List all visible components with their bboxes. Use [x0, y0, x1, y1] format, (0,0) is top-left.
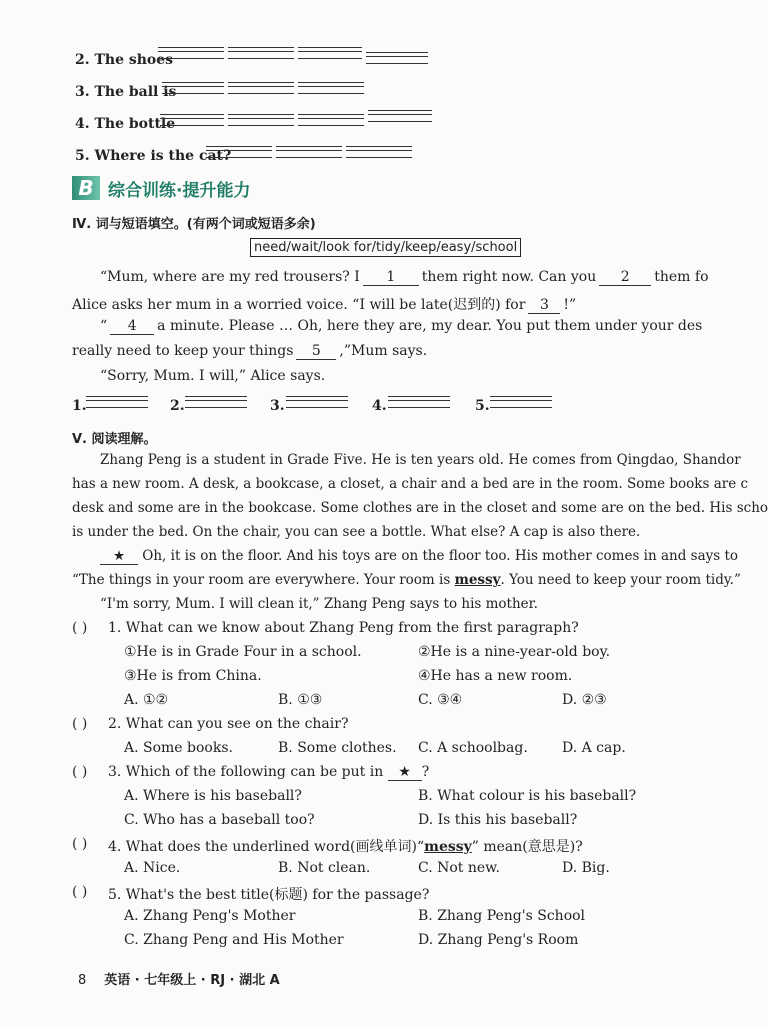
part-5-heading: Ⅴ. 阅读理解。	[72, 432, 157, 447]
answer-line[interactable]	[388, 396, 450, 408]
option-b[interactable]: B. ①③	[278, 692, 323, 708]
option-a[interactable]: A. Zhang Peng's Mother	[124, 908, 296, 924]
sub-option: ③He is from China.	[124, 668, 262, 684]
question-1-stem: 1. What can we know about Zhang Peng from the first paragraph?	[108, 620, 579, 636]
answer-line[interactable]	[185, 396, 247, 408]
item-2-label: 2. The shoes	[75, 52, 174, 68]
passage-line: Alice asks her mum in a worried voice. “I will be late(迟到的) for 3 !”	[72, 297, 577, 313]
footer-text: 英语 · 七年级上 · RJ · 湖北 A	[104, 973, 280, 988]
answer-line[interactable]	[162, 82, 224, 94]
passage-line: is under the bed. On the chair, you can see a bottle. What else? A cap is also there.	[72, 524, 641, 540]
answer-line[interactable]	[490, 396, 552, 408]
answer-num: 5.	[475, 398, 490, 414]
answer-paren[interactable]: ( )	[72, 620, 88, 636]
star-blank[interactable]: ★	[100, 548, 138, 565]
option-d[interactable]: D. A cap.	[562, 740, 626, 756]
answer-num: 1.	[72, 398, 87, 414]
answer-num: 2.	[170, 398, 185, 414]
blank-3[interactable]: 3	[528, 297, 560, 314]
passage-line: “ 4 a minute. Please … Oh, here they are, my dear. You put them under your des	[100, 318, 703, 334]
answer-paren[interactable]: ( )	[72, 836, 88, 852]
part-4-heading: Ⅳ. 词与短语填空。(有两个词或短语多余)	[72, 217, 316, 232]
section-b-badge: B	[72, 176, 100, 200]
option-c[interactable]: C. Who has a baseball too?	[124, 812, 315, 828]
option-a[interactable]: A. Where is his baseball?	[124, 788, 302, 804]
page-footer	[78, 969, 280, 988]
option-c[interactable]: C. Not new.	[418, 860, 500, 876]
answer-paren[interactable]: ( )	[72, 764, 88, 780]
option-d[interactable]: D. Is this his baseball?	[418, 812, 578, 828]
option-d[interactable]: D. Zhang Peng's Room	[418, 932, 579, 948]
option-a[interactable]: A. ①②	[124, 692, 169, 708]
item-4-label: 4. The bottle	[75, 116, 176, 132]
answer-line[interactable]	[298, 82, 364, 94]
passage-line: “Mum, where are my red trousers? I 1 them right now. Can you 2 them fo	[100, 269, 709, 285]
answer-line[interactable]	[86, 396, 148, 408]
option-d[interactable]: D. Big.	[562, 860, 610, 876]
word-box: need/wait/look for/tidy/keep/easy/school	[250, 238, 521, 257]
passage-line: has a new room. A desk, a bookcase, a closet, a chair and a bed are in the room. Some books are c	[72, 476, 749, 492]
option-b[interactable]: B. Zhang Peng's School	[418, 908, 586, 924]
option-b[interactable]: B. What colour is his baseball?	[418, 788, 637, 804]
passage-line: “The things in your room are everywhere. Your room is messy. You need to keep your room tidy.”	[72, 572, 741, 588]
answer-num: 3.	[270, 398, 285, 414]
answer-line[interactable]	[286, 396, 348, 408]
sub-option: ①He is in Grade Four in a school.	[124, 644, 362, 660]
answer-paren[interactable]: ( )	[72, 716, 88, 732]
answer-line[interactable]	[366, 52, 428, 64]
sub-option: ④He has a new room.	[418, 668, 573, 684]
passage-line: desk and some are in the bookcase. Some clothes are in the closet and some are on the bed. His scho	[72, 500, 768, 516]
option-d[interactable]: D. ②③	[562, 692, 607, 708]
option-c[interactable]: C. Zhang Peng and His Mother	[124, 932, 344, 948]
option-c[interactable]: C. A schoolbag.	[418, 740, 528, 756]
answer-line[interactable]	[160, 114, 224, 126]
option-b[interactable]: B. Not clean.	[278, 860, 371, 876]
answer-line[interactable]	[228, 47, 294, 59]
blank-4[interactable]: 4	[110, 318, 154, 335]
answer-line[interactable]	[368, 110, 432, 122]
answer-line[interactable]	[206, 146, 272, 158]
answer-line[interactable]	[298, 114, 364, 126]
blank-5[interactable]: 5	[296, 343, 336, 360]
passage-line: “I'm sorry, Mum. I will clean it,” Zhang Peng says to his mother.	[100, 596, 538, 612]
answer-paren[interactable]: ( )	[72, 884, 88, 900]
sub-option: ②He is a nine-year-old boy.	[418, 644, 611, 660]
question-5-stem: 5. What's the best title(标题) for the passage?	[108, 887, 430, 903]
item-5-label: 5. Where is the cat?	[75, 148, 232, 164]
question-3-stem: 3. Which of the following can be put in ★ ?	[108, 764, 430, 780]
answer-line[interactable]	[228, 82, 294, 94]
question-2-stem: 2. What can you see on the chair?	[108, 716, 349, 732]
passage-line: ★ Oh, it is on the floor. And his toys are on the floor too. His mother comes in and says to	[100, 548, 738, 565]
passage-line: Zhang Peng is a student in Grade Five. He is ten years old. He comes from Qingdao, Shandor	[100, 452, 741, 468]
passage-line: “Sorry, Mum. I will,” Alice says.	[100, 368, 326, 384]
answer-line[interactable]	[346, 146, 412, 158]
option-c[interactable]: C. ③④	[418, 692, 463, 708]
blank-1[interactable]: 1	[363, 269, 419, 286]
item-3-label: 3. The ball is	[75, 84, 177, 100]
option-a[interactable]: A. Nice.	[124, 860, 181, 876]
option-a[interactable]: A. Some books.	[124, 740, 233, 756]
answer-line[interactable]	[276, 146, 342, 158]
section-b-title: 综合训练·提升能力	[108, 181, 251, 201]
answer-line[interactable]	[228, 114, 294, 126]
option-b[interactable]: B. Some clothes.	[278, 740, 397, 756]
passage-line: really need to keep your things 5 ,”Mum says.	[72, 343, 428, 359]
answer-line[interactable]	[158, 47, 224, 59]
star-icon: ★	[388, 764, 422, 781]
question-4-stem: 4. What does the underlined word(画线单词)“messy” mean(意思是)?	[108, 839, 583, 855]
answer-line[interactable]	[298, 47, 362, 59]
answer-num: 4.	[372, 398, 387, 414]
page-number: 8	[78, 973, 87, 988]
messy-word: messy	[454, 572, 501, 588]
blank-2[interactable]: 2	[599, 269, 651, 286]
